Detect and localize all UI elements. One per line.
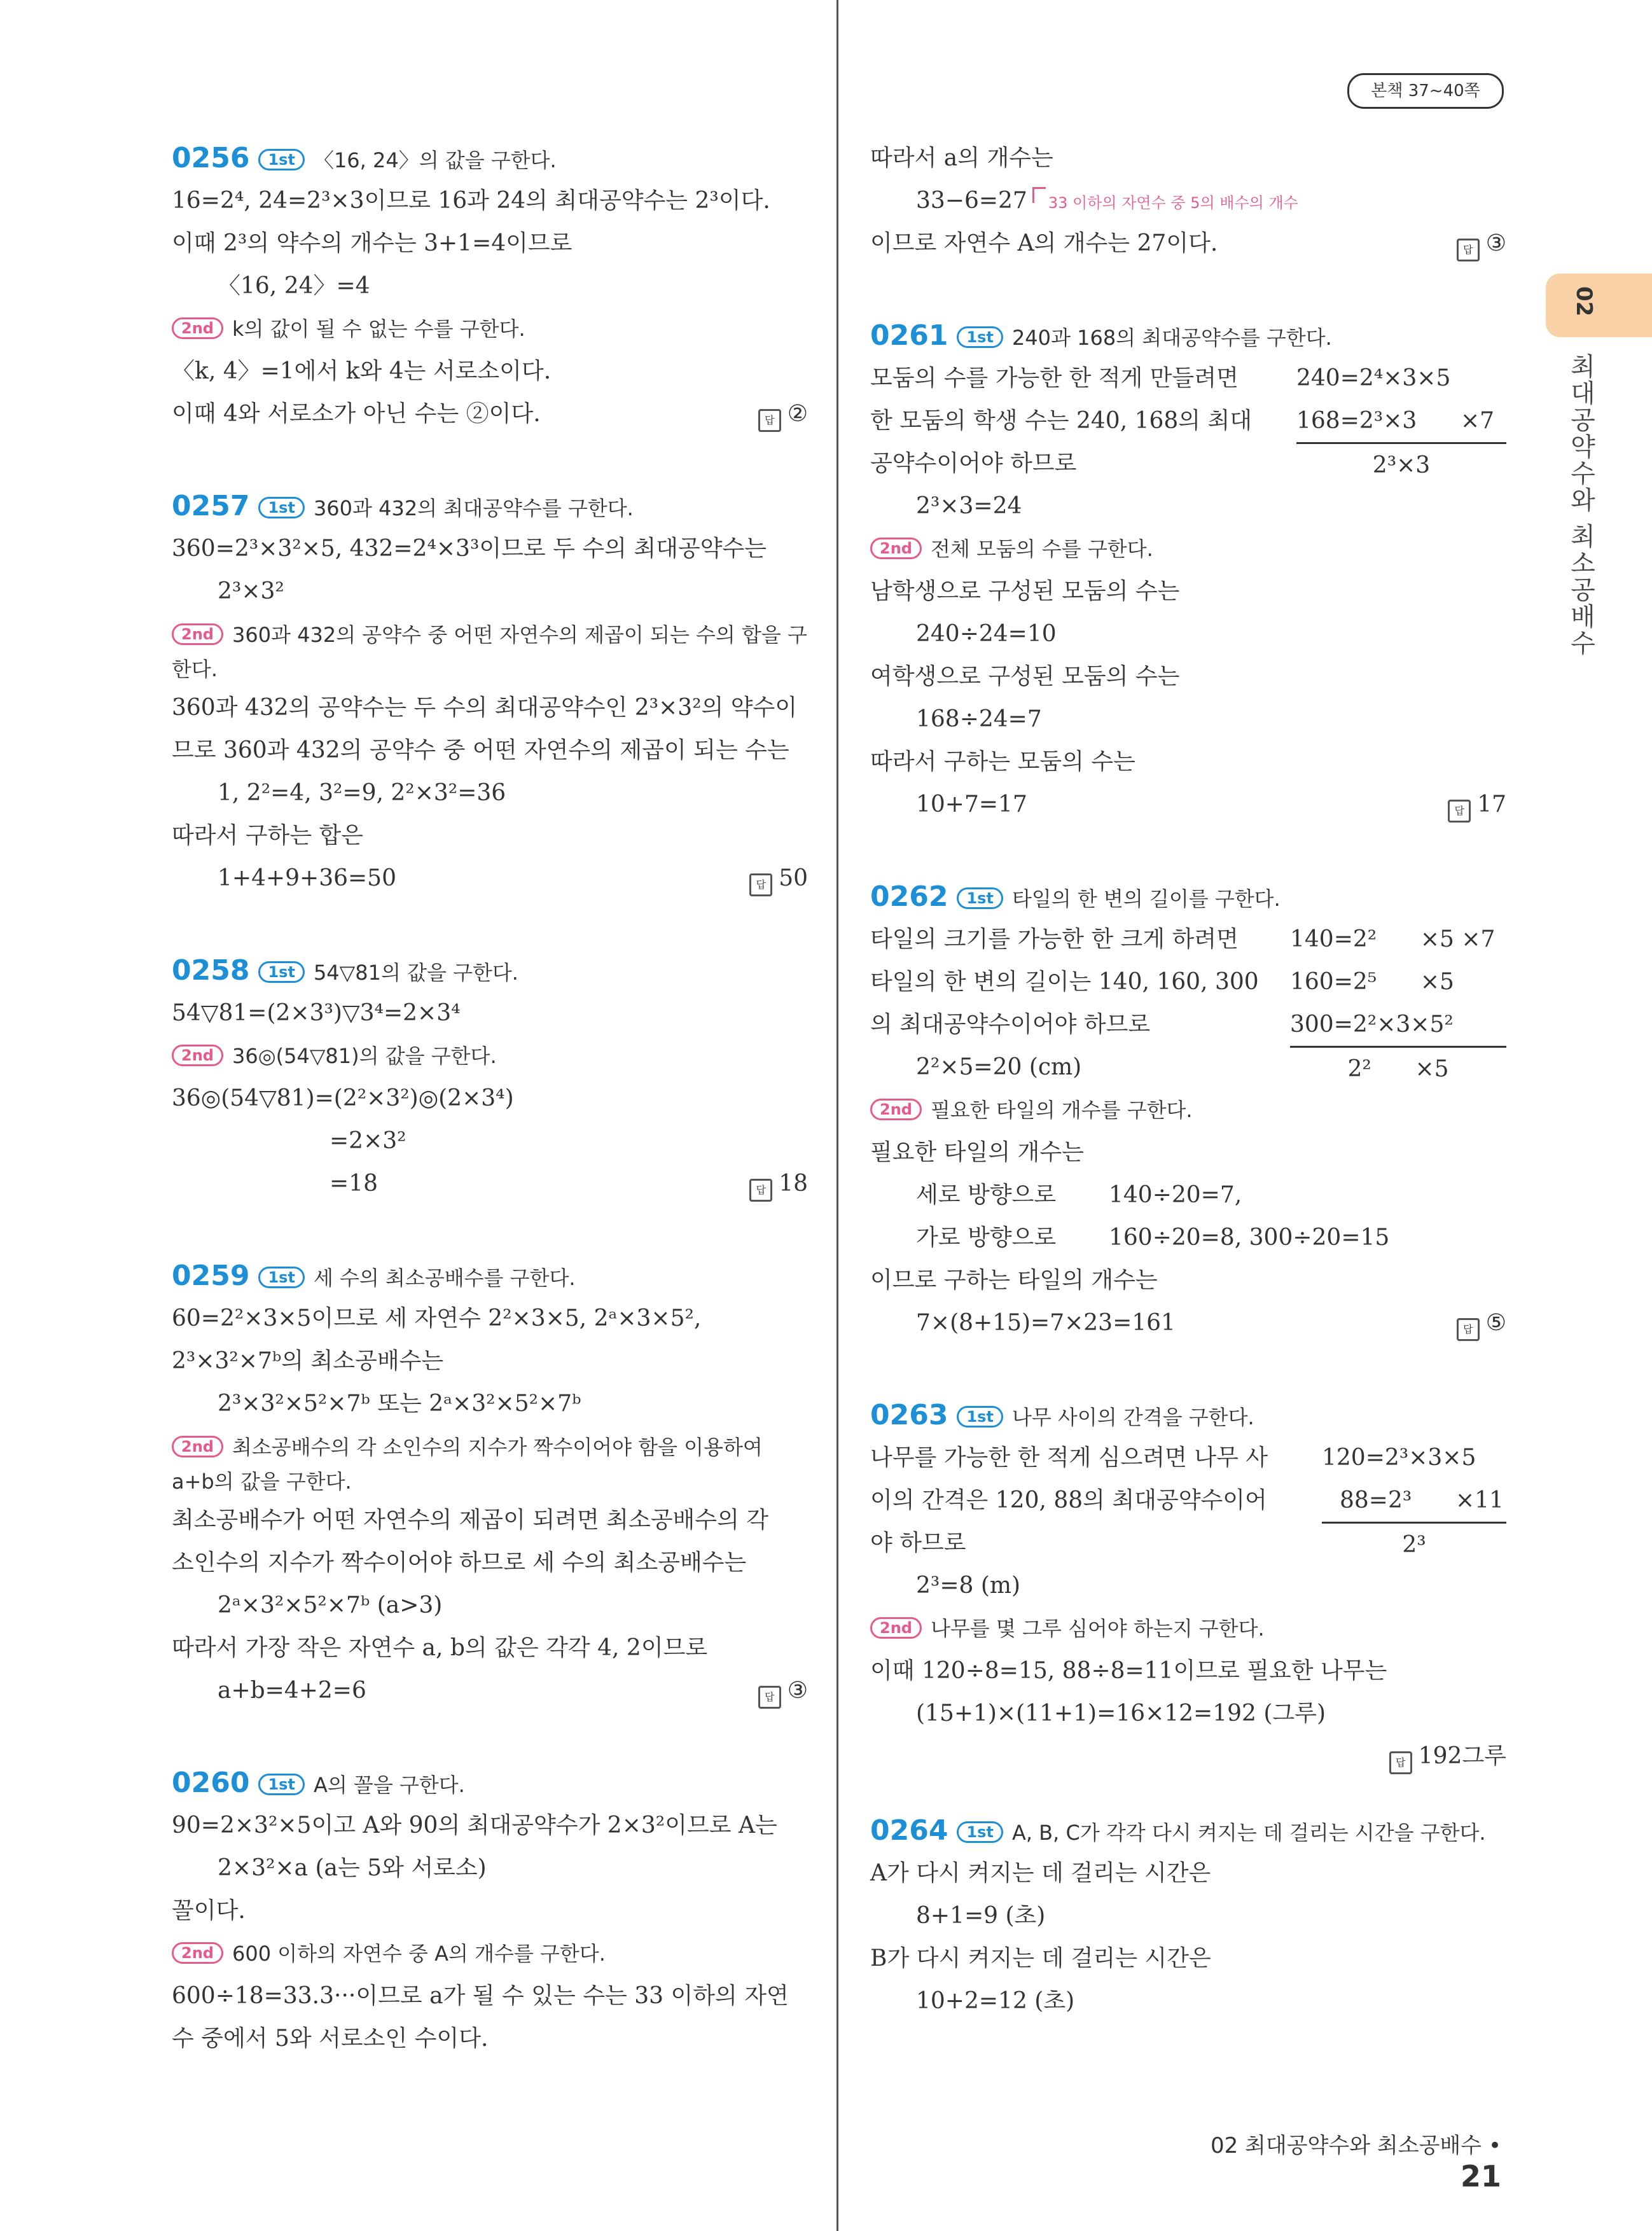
- solution-line: 54▽81=(2×3³)▽3⁴=2×3⁴: [172, 1000, 461, 1026]
- problem-0256: [172, 137, 808, 435]
- step2-text: 나무를 몇 그루 심어야 하는지 구한다.: [930, 1616, 1265, 1641]
- table-row: 160=2⁵ ×5: [1290, 969, 1454, 995]
- table-row: 240=2⁴×3×5: [1296, 365, 1451, 391]
- solution-line: 160÷20=8, 300÷20=15: [1109, 1225, 1390, 1251]
- solution-line: 의 최대공약수이어야 하므로: [870, 1011, 1151, 1038]
- solution-line: 최소공배수가 어떤 자연수의 제곱이 되려면 최소공배수의 각: [172, 1507, 769, 1533]
- solution-line: 2³=8 (m): [916, 1573, 1021, 1599]
- solution-line: 10+2=12 (초): [916, 1988, 1075, 2014]
- answer-icon: 답: [749, 873, 772, 896]
- step1-text: A의 꼴을 구한다.: [313, 1773, 465, 1797]
- solution-line: 2×3²×a (a는 5와 서로소): [218, 1855, 487, 1881]
- answer: [1457, 222, 1506, 265]
- step2-badge: 2nd: [172, 1436, 223, 1457]
- gcd-table: [1296, 357, 1506, 487]
- solution-line: a+b=4+2=6: [218, 1678, 366, 1704]
- answer-value: 192그루: [1418, 1743, 1506, 1769]
- gcd-table: [1290, 918, 1506, 1090]
- problem-number: 0260: [172, 1767, 250, 1799]
- problem-0258: [172, 949, 808, 1205]
- solution-line: 2²×5=20 (cm): [916, 1054, 1082, 1080]
- answer: [1448, 783, 1506, 826]
- step1-badge: 1st: [258, 1267, 304, 1288]
- answer-value: 50: [779, 865, 808, 891]
- solution-line: 1+4+9+36=50: [218, 865, 396, 891]
- solution-line: 600÷18=33.3···이므로 a가 될 수 있는 수는 33 이하의 자연: [172, 1983, 789, 2009]
- problem-0260-cont: [870, 137, 1506, 265]
- answer: [1457, 1302, 1506, 1344]
- problem-0260: [172, 1762, 808, 2060]
- page-number: 21: [1460, 2159, 1501, 2193]
- footer-dot: •: [1488, 2133, 1501, 2158]
- chapter-tab-number: 02: [1571, 286, 1597, 317]
- solution-line: 140÷20=7,: [1109, 1182, 1242, 1208]
- step2-text: 최소공배수의 각 소인수의 지수가 짝수이어야 함을 이용하여: [232, 1435, 763, 1459]
- solution-line: 소인수의 지수가 짝수이어야 하므로 세 수의 최소공배수는: [172, 1550, 747, 1576]
- table-row: 88=2³ ×11: [1340, 1487, 1504, 1513]
- solution-line: 모둠의 수를 가능한 한 적게 만들려면: [870, 365, 1239, 391]
- page-footer: [1202, 2128, 1501, 2193]
- table-row: 300=2²×3×5²: [1290, 1011, 1454, 1038]
- note-text: 33 이하의 자연수 중 5의 배수의 개수: [1048, 194, 1298, 212]
- table-row: 140=2² ×5 ×7: [1290, 926, 1496, 952]
- step1-badge: 1st: [258, 1774, 304, 1795]
- answer: [758, 1669, 808, 1712]
- problem-number: 0262: [870, 880, 948, 913]
- problem-0262: [870, 875, 1506, 1344]
- answer-value: ③: [1485, 230, 1506, 256]
- answer: [1389, 1735, 1506, 1777]
- solution-line: 타일의 크기를 가능한 한 크게 하려면: [870, 926, 1239, 952]
- solution-line: 따라서 a의 개수는: [870, 145, 1053, 171]
- step2-text-cont: a+b의 값을 구한다.: [172, 1470, 352, 1494]
- problem-number: 0263: [870, 1399, 948, 1431]
- solution-line: 이므로 구하는 타일의 개수는: [870, 1267, 1158, 1293]
- answer-value: ③: [787, 1678, 808, 1704]
- solution-line: 360=2³×3²×5, 432=2⁴×3³이므로 두 수의 최대공약수는: [172, 536, 767, 562]
- step1-text: A, B, C가 각각 다시 켜지는 데 걸리는 시간을 구한다.: [1011, 1821, 1486, 1845]
- solution-line: 33−6=27: [916, 188, 1027, 214]
- answer-value: ⑤: [1485, 1310, 1506, 1336]
- step1-badge: 1st: [957, 1406, 1003, 1428]
- solution-line: 이때 4와 서로소가 아닌 수는 ②이다.: [172, 401, 541, 427]
- step2-text: 360과 432의 공약수 중 어떤 자연수의 제곱이 되는 수의 합을 구: [232, 623, 807, 647]
- solution-line: 타일의 한 변의 길이는 140, 160, 300: [870, 969, 1259, 995]
- solution-line: 2³×3=24: [916, 493, 1022, 519]
- answer-icon: 답: [1457, 239, 1480, 261]
- solution-line: 〈k, 4〉=1에서 k와 4는 서로소이다.: [172, 358, 552, 384]
- solution-line: 따라서 가장 작은 자연수 a, b의 값은 각각 4, 2이므로: [172, 1635, 708, 1661]
- solution-line: 36◎(54▽81)=(2²×3²)◎(2×3⁴): [172, 1085, 514, 1111]
- solution-line: 따라서 구하는 모둠의 수는: [870, 749, 1135, 775]
- problem-number: 0261: [870, 319, 948, 352]
- solution-line: 이므로 자연수 A의 개수는 27이다.: [870, 230, 1218, 256]
- solution-line: (15+1)×(11+1)=16×12=192 (그루): [916, 1700, 1326, 1727]
- solution-line: 야 하므로: [870, 1530, 966, 1556]
- problem-0259: [172, 1255, 808, 1712]
- problem-number: 0256: [172, 142, 250, 174]
- answer-icon: 답: [758, 1686, 781, 1709]
- step2-badge: 2nd: [870, 1099, 922, 1120]
- solution-line: 60=2²×3×5이므로 세 자연수 2²×3×5, 2ᵃ×3×5²,: [172, 1305, 702, 1331]
- solution-line: 〈16, 24〉=4: [218, 273, 370, 299]
- step1-badge: 1st: [957, 326, 1003, 348]
- step2-badge: 2nd: [870, 538, 922, 559]
- answer-icon: 답: [1448, 800, 1471, 823]
- step1-text: 360과 432의 최대공약수를 구한다.: [313, 496, 634, 520]
- chapter-tab: [1546, 274, 1652, 337]
- solution-line: 필요한 타일의 개수는: [870, 1139, 1084, 1165]
- solution-line: 세로 방향으로: [916, 1182, 1057, 1208]
- step1-text: 〈16, 24〉의 값을 구한다.: [313, 148, 557, 172]
- problem-number: 0258: [172, 954, 250, 987]
- answer-icon: 답: [749, 1179, 772, 1202]
- solution-line: 이때 2³의 약수의 개수는 3+1=4이므로: [172, 230, 573, 256]
- reference-badge: 본책 37~40쪽: [1347, 73, 1504, 109]
- answer-value: 18: [779, 1171, 808, 1197]
- step1-text: 240과 168의 최대공약수를 구한다.: [1011, 326, 1332, 350]
- step2-text: k의 값이 될 수 없는 수를 구한다.: [232, 317, 525, 341]
- answer: [749, 857, 808, 900]
- solution-line: 수 중에서 5와 서로소인 수이다.: [172, 2026, 489, 2052]
- solution-line: 므로 360과 432의 공약수 중 어떤 자연수의 제곱이 되는 수는: [172, 737, 789, 763]
- problem-number: 0264: [870, 1814, 948, 1847]
- solution-line: 90=2×3²×5이고 A와 90의 최대공약수가 2×3²이므로 A는: [172, 1812, 777, 1838]
- solution-line: 따라서 구하는 합은: [172, 823, 364, 849]
- answer: [758, 393, 808, 435]
- step2-text-cont: 한다.: [172, 657, 218, 681]
- solution-line: 1, 2²=4, 3²=9, 2²×3²=36: [218, 780, 506, 806]
- answer-icon: 답: [1389, 1751, 1412, 1774]
- table-result: 2² ×5: [1290, 1046, 1506, 1090]
- step2-text: 600 이하의 자연수 중 A의 개수를 구한다.: [232, 1942, 606, 1966]
- step1-text: 나무 사이의 간격을 구한다.: [1011, 1405, 1254, 1429]
- step2-badge: 2nd: [172, 317, 223, 339]
- table-result: 2³×3: [1296, 442, 1506, 487]
- step2-badge: 2nd: [172, 623, 223, 645]
- step2-badge: 2nd: [172, 1942, 223, 1964]
- solution-line: 16=2⁴, 24=2³×3이므로 16과 24의 최대공약수는 2³이다.: [172, 188, 770, 214]
- step2-badge: 2nd: [870, 1617, 922, 1639]
- step2-text: 필요한 타일의 개수를 구한다.: [930, 1098, 1193, 1122]
- solution-line: 꼴이다.: [172, 1898, 246, 1924]
- solution-line: 2ᵃ×3²×5²×7ᵇ (a>3): [218, 1592, 443, 1618]
- solution-line: 7×(8+15)=7×23=161: [916, 1310, 1176, 1336]
- step2-badge: 2nd: [172, 1045, 223, 1066]
- step1-badge: 1st: [957, 1821, 1003, 1843]
- step1-badge: 1st: [258, 961, 304, 983]
- solution-line: 360과 432의 공약수는 두 수의 최대공약수인 2³×3²의 약수이: [172, 695, 798, 721]
- solution-line: 이의 간격은 120, 88의 최대공약수이어: [870, 1487, 1267, 1513]
- problem-0264: [870, 1809, 1506, 2022]
- problem-0261: [870, 314, 1506, 826]
- chapter-side-title: 최대공약수와 최소공배수: [1566, 353, 1595, 657]
- solution-line: 공약수이어야 하므로: [870, 450, 1077, 476]
- solution-line: 가로 방향으로: [916, 1225, 1057, 1251]
- table-result: 2³: [1322, 1522, 1506, 1566]
- problem-number: 0259: [172, 1260, 250, 1292]
- step2-text: 36◎(54▽81)의 값을 구한다.: [232, 1044, 497, 1068]
- problem-0263: [870, 1394, 1506, 1777]
- step1-badge: 1st: [258, 497, 304, 518]
- answer-icon: 답: [1457, 1318, 1480, 1341]
- solution-line: 240÷24=10: [916, 621, 1057, 647]
- solution-line: 한 모둠의 학생 수는 240, 168의 최대: [870, 408, 1253, 434]
- answer: [749, 1162, 808, 1205]
- step1-badge: 1st: [258, 149, 304, 170]
- note-bracket: [1032, 187, 1046, 203]
- solution-line: 10+7=17: [916, 791, 1027, 817]
- answer-value: 17: [1477, 791, 1506, 817]
- step1-text: 타일의 한 변의 길이를 구한다.: [1011, 887, 1281, 911]
- solution-line: 나무를 가능한 한 적게 심으려면 나무 사: [870, 1445, 1268, 1471]
- gcd-table: [1322, 1436, 1506, 1566]
- table-row: 168=2³×3 ×7: [1296, 408, 1495, 434]
- solution-line: 168÷24=7: [916, 706, 1042, 732]
- solution-line: 2³×3²: [218, 578, 284, 604]
- table-row: 120=2³×3×5: [1322, 1445, 1476, 1471]
- step1-text: 세 수의 최소공배수를 구한다.: [313, 1266, 576, 1290]
- solution-line: 이때 120÷8=15, 88÷8=11이므로 필요한 나무는: [870, 1658, 1387, 1684]
- problem-0257: [172, 485, 808, 900]
- answer-value: ②: [787, 401, 808, 427]
- column-divider: [836, 0, 838, 2231]
- footer-chapter: 02 최대공약수와 최소공배수: [1210, 2133, 1482, 2158]
- problem-number: 0257: [172, 490, 250, 522]
- solution-line: 남학생으로 구성된 모둠의 수는: [870, 578, 1180, 604]
- right-column: [870, 137, 1506, 2022]
- solution-line: 2³×3²×5²×7ᵇ 또는 2ᵃ×3²×5²×7ᵇ: [218, 1391, 581, 1417]
- solution-line: =18: [330, 1171, 378, 1197]
- solution-line: 여학생으로 구성된 모둠의 수는: [870, 664, 1180, 690]
- step1-badge: 1st: [957, 887, 1003, 909]
- solution-line: =2×3²: [330, 1128, 406, 1154]
- solution-line: A가 다시 켜지는 데 걸리는 시간은: [870, 1860, 1211, 1886]
- step2-text: 전체 모둠의 수를 구한다.: [930, 537, 1153, 561]
- solution-line: 8+1=9 (초): [916, 1903, 1046, 1929]
- solution-line: B가 다시 켜지는 데 걸리는 시간은: [870, 1945, 1211, 1971]
- answer-icon: 답: [758, 409, 781, 432]
- solution-line: 2³×3²×7ᵇ의 최소공배수는: [172, 1348, 444, 1374]
- left-column: [172, 137, 808, 2060]
- step1-text: 54▽81의 값을 구한다.: [313, 961, 518, 985]
